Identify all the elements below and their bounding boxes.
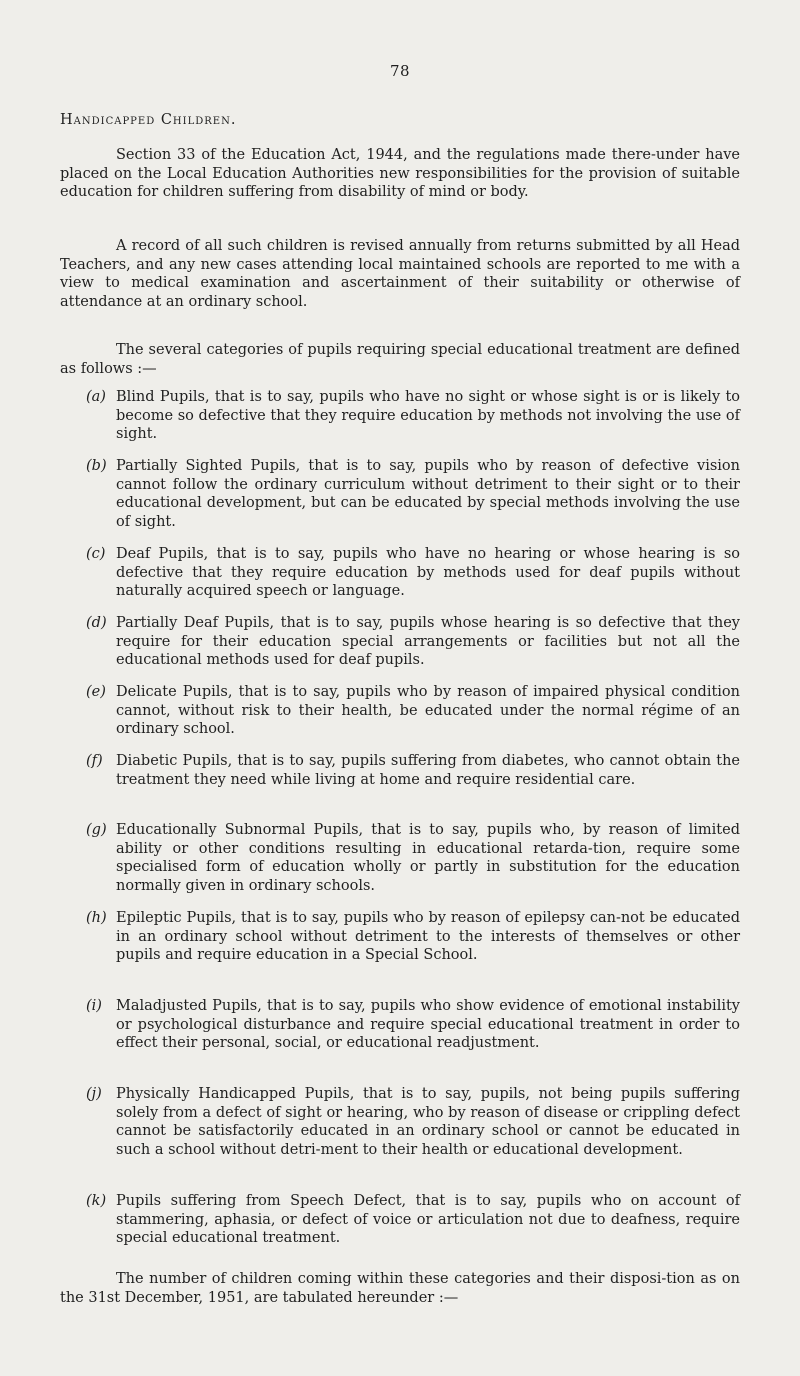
category-item xyxy=(86,457,740,531)
category-item xyxy=(86,1192,740,1248)
category-text: Physically Handicapped Pupils, that is to say, pupils, not being pupils suffering solely from a defect of sight or hearing, who by reason of disease or crippling defect cannot be satisfactorily educated in an ordinary school or cannot be educated in such a school without detri-ment to their health or educational development. xyxy=(116,1086,740,1158)
paragraph-section-33: Section 33 of the Education Act, 1944, and the regulations made there-under have placed on the Local Education Authorities new responsibilities for the provision of suitable education for children suffering from disability of mind or body. xyxy=(60,147,740,200)
category-mark: (j) xyxy=(86,1086,102,1102)
category-item xyxy=(86,752,740,789)
category-text: Epileptic Pupils, that is to say, pupils who by reason of epilepsy can-not be educated in an ordinary school without detriment to the interests of themselves or other pupils and require education in a Special School. xyxy=(116,910,740,963)
category-mark: (b) xyxy=(86,458,107,474)
category-text: Maladjusted Pupils, that is to say, pupils who show evidence of emotional instability or psychological disturbance and require special educational treatment in order to effect their personal, social, or educational readjustment. xyxy=(116,998,740,1051)
category-text: Blind Pupils, that is to say, pupils who have no sight or whose sight is or is likely to become so defective that they require education by methods not involving the use of sight. xyxy=(116,389,740,442)
category-mark: (i) xyxy=(86,998,102,1014)
category-mark: (d) xyxy=(86,615,107,631)
category-mark: (f) xyxy=(86,753,103,769)
paragraph-closing: The number of children coming within these categories and their disposi-tion as on the 31st December, 1951, are tabulated hereunder :— xyxy=(60,1271,740,1306)
category-mark: (k) xyxy=(86,1193,107,1209)
paragraph-record: A record of all such children is revised annually from returns submitted by all Head Teachers, and any new cases attending local maintained schools are reported to me with a view to medical examination and ascertainment of their suitability or otherwise of attendance at an ordinary school. xyxy=(60,238,740,310)
page-number: 78 xyxy=(389,62,411,80)
category-item xyxy=(86,1085,740,1159)
category-mark: (e) xyxy=(86,684,106,700)
category-text: Pupils suffering from Speech Defect, that is to say, pupils who on account of stammering, aphasia, or defect of voice or articulation not due to deafness, require special educational treatment. xyxy=(116,1193,740,1246)
category-text: Delicate Pupils, that is to say, pupils who by reason of impaired physical condition cannot, without risk to their health, be educated under the normal régime of an ordinary school. xyxy=(116,684,740,737)
category-mark: (c) xyxy=(86,546,106,562)
category-item xyxy=(86,614,740,670)
category-item xyxy=(86,997,740,1053)
category-mark: (a) xyxy=(86,389,106,405)
category-text: Diabetic Pupils, that is to say, pupils suffering from diabetes, who cannot obtain the treatment they need while living at home and require residential care. xyxy=(116,753,740,788)
section-heading: Handicapped Children. xyxy=(60,112,237,128)
category-mark: (h) xyxy=(86,910,107,926)
category-item xyxy=(86,909,740,965)
category-item xyxy=(86,821,740,895)
category-item xyxy=(86,683,740,739)
category-item xyxy=(86,545,740,601)
category-text: Partially Deaf Pupils, that is to say, pupils whose hearing is so defective that they require for their education special arrangements or facilities but not all the educational methods used for deaf pupils. xyxy=(116,615,740,668)
category-text: Educationally Subnormal Pupils, that is to say, pupils who, by reason of limited ability or other conditions resulting in educational retarda-tion, require some specialised form of education wholly or partly in substitution for the education normally given in ordinary schools. xyxy=(116,822,740,894)
category-text: Partially Sighted Pupils, that is to say, pupils who by reason of defective vision cannot follow the ordinary curriculum without detriment to their sight or to their educational development, but can be educated by special methods involving the use of sight. xyxy=(116,458,740,530)
category-text: Deaf Pupils, that is to say, pupils who have no hearing or whose hearing is so defective that they require education by methods used for deaf pupils without naturally acquired speech or language. xyxy=(116,546,740,599)
paragraph-categories-intro: The several categories of pupils requiring special educational treatment are defined as follows :— xyxy=(60,342,740,377)
category-item xyxy=(86,388,740,444)
category-mark: (g) xyxy=(86,822,107,838)
